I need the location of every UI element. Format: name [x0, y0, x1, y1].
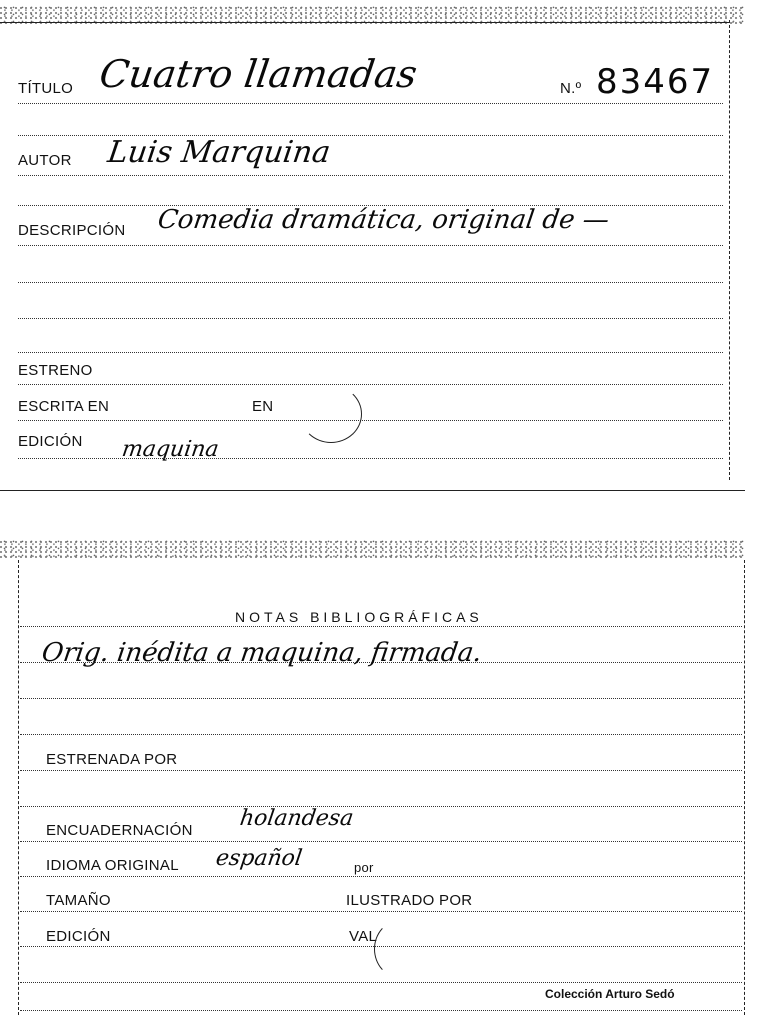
- notas-label: NOTAS BIBLIOGRÁFICAS: [235, 609, 483, 625]
- notas-line: [20, 626, 742, 627]
- descripcion-line: [18, 245, 723, 246]
- collection-footer: Colección Arturo Sedó: [545, 987, 675, 1001]
- catalog-card-front: [0, 0, 759, 500]
- idioma-value: español: [214, 846, 304, 871]
- en-label: EN: [252, 398, 274, 415]
- estrenada-por-label: ESTRENADA POR: [46, 751, 178, 768]
- ruled-line: [18, 318, 723, 319]
- numero-label: N.º: [560, 80, 582, 97]
- descripcion-value: Comedia dramática, original de —: [155, 205, 611, 235]
- encuadernacion-line: [20, 841, 742, 842]
- estreno-line: [18, 384, 723, 385]
- catalog-card-back: [0, 540, 759, 1028]
- ruled-line: [20, 1010, 742, 1011]
- ruled-line: [20, 698, 742, 699]
- idioma-label: IDIOMA ORIGINAL: [46, 857, 179, 874]
- card-top-edge: [0, 22, 730, 23]
- edicion-label: EDICIÓN: [46, 928, 111, 945]
- ruled-line: [20, 982, 742, 983]
- edicion-label: EDICIÓN: [18, 433, 83, 450]
- punch-hole-mark: [374, 920, 426, 978]
- card-right-edge: [729, 20, 730, 480]
- autor-line: [18, 175, 723, 176]
- ruled-line: [18, 352, 723, 353]
- edicion-line: [18, 458, 723, 459]
- punch-hole-mark: [300, 385, 362, 443]
- card-left-edge: [18, 560, 19, 1015]
- edicion-value: maquina: [120, 437, 221, 462]
- descripcion-label: DESCRIPCIÓN: [18, 222, 126, 239]
- tamano-label: TAMAÑO: [46, 892, 111, 909]
- card-bottom-edge: [0, 490, 745, 491]
- encuadernacion-value: holandesa: [238, 806, 356, 831]
- estreno-label: ESTRENO: [18, 362, 93, 379]
- card-right-edge: [744, 560, 745, 1015]
- ruled-line: [20, 806, 742, 807]
- por-label: por: [354, 860, 374, 875]
- numero-value: 83467: [596, 62, 715, 102]
- ruled-line: [18, 282, 723, 283]
- titulo-line: [18, 103, 723, 104]
- tamano-line: [20, 911, 742, 912]
- escrita-line: [18, 420, 723, 421]
- autor-value: Luis Marquina: [105, 135, 333, 170]
- ruled-line: [20, 734, 742, 735]
- autor-label: AUTOR: [18, 152, 72, 169]
- estrenada-line: [20, 770, 742, 771]
- val-label: VAL: [349, 928, 378, 945]
- scan-noise-top: [0, 540, 745, 558]
- titulo-value: Cuatro llamadas: [96, 52, 420, 96]
- encuadernacion-label: ENCUADERNACIÓN: [46, 822, 193, 839]
- escrita-en-label: ESCRITA EN: [18, 398, 110, 415]
- notas-value: Orig. inédita a maquina, firmada.: [39, 638, 484, 668]
- titulo-label: TÍTULO: [18, 80, 74, 97]
- idioma-line: [20, 876, 742, 877]
- edicion-line: [20, 946, 742, 947]
- ilustrado-label: ILUSTRADO POR: [346, 892, 473, 909]
- ruled-line: [20, 662, 742, 663]
